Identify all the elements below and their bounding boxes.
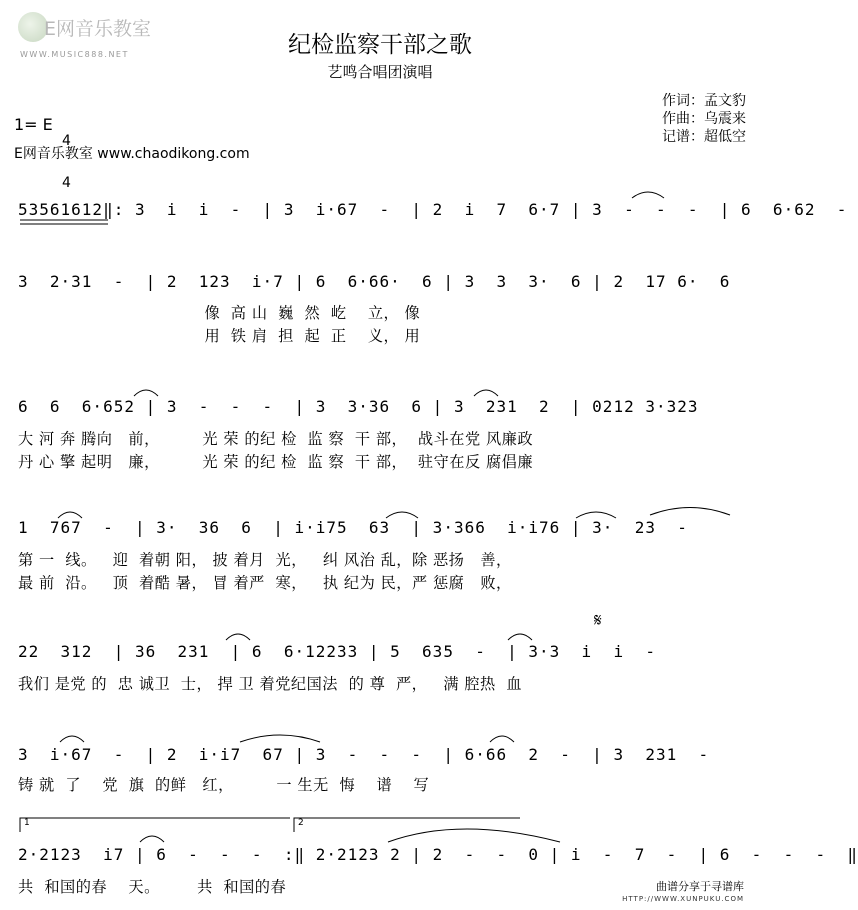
footer-text: 曲谱分享于寻谱库: [656, 880, 744, 893]
lyric-line-3b: 丹 心 擎 起明 廉， 光 荣 的纪 检 监 察 干 部， 驻守在反 腐倡廉: [18, 453, 534, 471]
notation-line-5: 22 312 | 36 231 | 6 6·12233 | 5 635 - | 3·3 i i -: [18, 642, 656, 661]
tie-arc: [632, 192, 664, 198]
tie-arc: [490, 736, 514, 742]
volta-second: 2: [298, 818, 304, 828]
footer-url: HTTP://WWW.XUNPUKU.COM: [622, 895, 744, 903]
song-subtitle: 艺鸣合唱团演唱: [327, 63, 433, 81]
lyric-line-4b: 最 前 沿。 顶 着酷 暑， 冒 着严 寒， 执 纪为 民，严 惩腐 败，: [18, 574, 512, 592]
tie-arc: [58, 512, 82, 518]
notation-credit: 记谱：超低空: [662, 129, 746, 145]
watermark-url: WWW.MUSIC888.NET: [20, 50, 129, 59]
tie-arc: [650, 508, 730, 516]
lyricist-credit: 作词：孟文豹: [662, 93, 746, 109]
lyric-line-3a: 大 河 奔 腾向 前， 光 荣 的纪 检 监 察 干 部， 战斗在党 风廉政: [18, 430, 534, 448]
notation-line-1: 53561612‖: 3 i i - | 3 i·67 - | 2 i 7 6·7 | 3 - - - | 6 6·62 -: [18, 200, 848, 219]
notation-line-6: 3 i·67 - | 2 i·i7 67 | 3 - - - | 6·66 2 - | 3 231 -: [18, 745, 710, 764]
segno-sign: 𝄋: [594, 610, 602, 631]
lyric-line-4a: 第 一 线。 迎 着朝 阳， 披 着月 光， 纠 风治 乱，除 恶扬 善，: [18, 551, 512, 569]
lyric-line-6a: 铸 就 了 党 旗 的鲜 红， 一 生无 悔 谱 写: [18, 776, 430, 794]
volta-line-first: [20, 818, 290, 832]
source-line: E网音乐教室 www.chaodikong.com: [14, 146, 250, 162]
watermark-brand: E网音乐教室: [44, 18, 152, 40]
tie-arc: [226, 634, 250, 640]
composer-credit: 作曲：乌震来: [662, 111, 746, 127]
time-signature-top: 4: [62, 133, 71, 149]
lyric-line-7a: 共 和国的春 天。 共 和国的春: [18, 878, 287, 896]
tie-arc: [240, 735, 320, 742]
time-signature-bottom: 4: [62, 175, 71, 191]
lyric-line-2a: 像 高 山 巍 然 屹 立， 像: [18, 304, 421, 322]
notation-line-4: 1 767 - | 3· 36 6 | i·i75 63 | 3·366 i·i76 | 3· 23 -: [18, 518, 688, 537]
tie-arc: [60, 736, 84, 742]
tie-arc: [388, 829, 560, 842]
tie-arc: [140, 836, 164, 842]
tie-arc: [508, 634, 532, 640]
tie-arc: [576, 512, 616, 518]
tie-arc: [134, 390, 158, 396]
lyric-line-5a: 我们 是党 的 忠 诚卫 士， 捍 卫 着党纪国法 的 尊 严， 满 腔热 血: [18, 675, 523, 693]
lyric-line-2b: 用 铁 肩 担 起 正 义， 用: [18, 327, 421, 345]
tie-arc: [474, 390, 498, 396]
song-title: 纪检监察干部之歌: [288, 32, 472, 58]
notation-line-7: 2·2123 i7 | 6 - - - :‖ 2·2123 2 | 2 - - 0 | i - 7 - | 6 - - - ‖: [18, 845, 858, 864]
key-signature: 1= E: [14, 115, 53, 134]
notation-line-2: 3 2·31 - | 2 123 i·7 | 6 6·66· 6 | 3 3 3· 6 | 2 17 6· 6: [18, 272, 731, 291]
tie-arc: [386, 512, 418, 518]
notation-line-3: 6 6 6·652 | 3 - - - | 3 3·36 6 | 3 231 2 | 0212 3·323: [18, 397, 699, 416]
volta-first: 1: [24, 818, 30, 828]
